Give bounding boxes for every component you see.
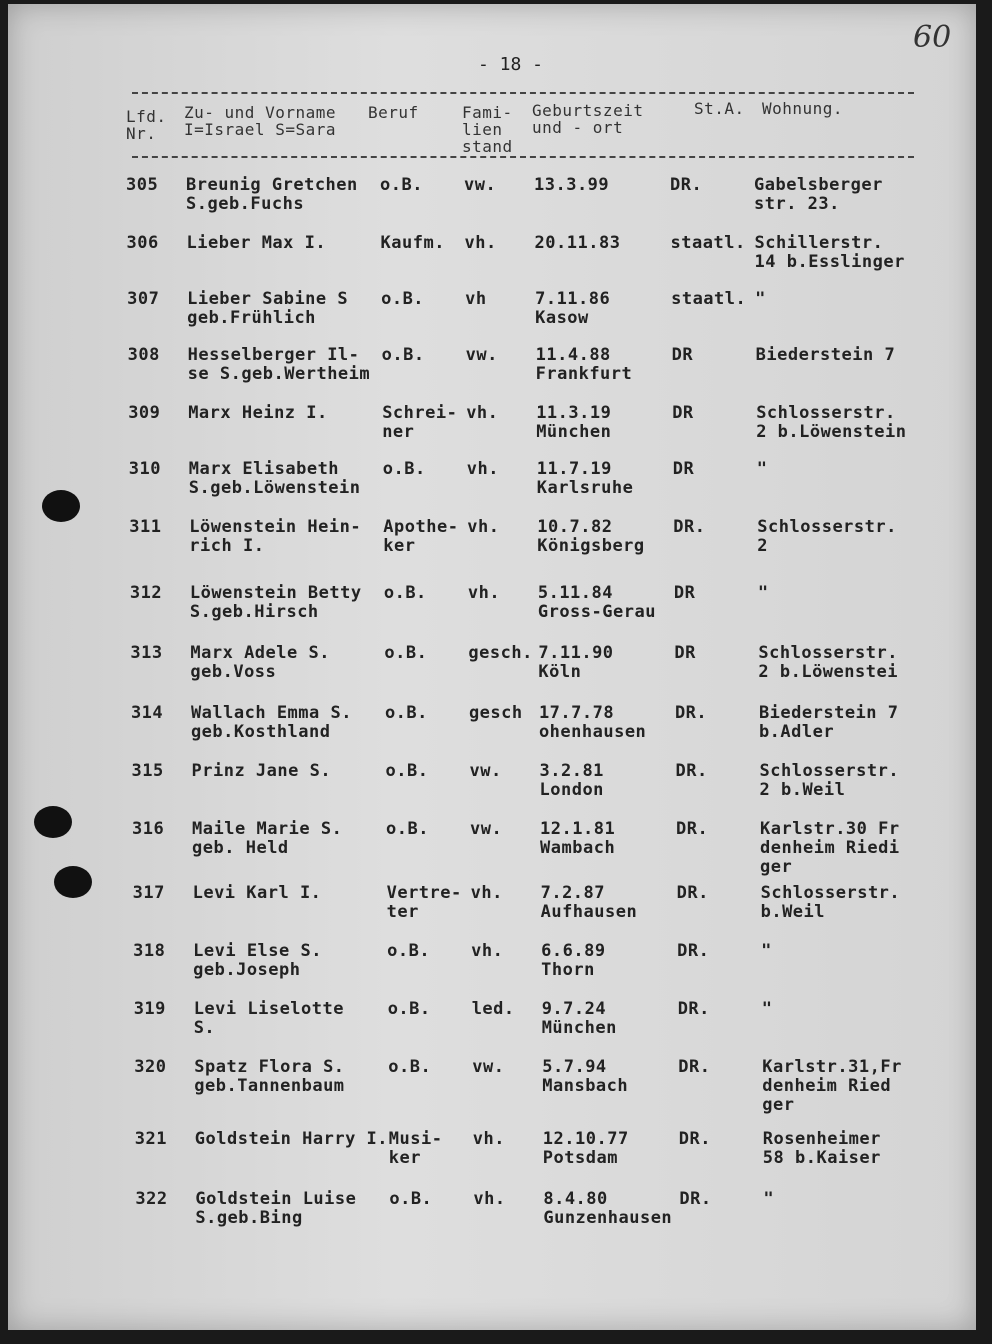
cell-name: Löwenstein Hein- rich I. bbox=[189, 517, 362, 556]
cell-sta: staatl. bbox=[670, 233, 746, 253]
cell-sta: DR. bbox=[678, 1129, 712, 1149]
cell-geburt: 12.10.77 Potsdam bbox=[542, 1129, 629, 1168]
cell-geburt: 7.11.90 Köln bbox=[538, 643, 614, 682]
cell-nr: 320 bbox=[134, 1057, 167, 1077]
cell-sta: DR. bbox=[670, 175, 703, 195]
cell-stand: vh. bbox=[467, 583, 501, 603]
cell-beruf: o.B. bbox=[389, 1189, 433, 1209]
cell-name: Marx Adele S. geb.Voss bbox=[190, 643, 330, 682]
header-beruf: Beruf bbox=[368, 103, 419, 122]
cell-sta: DR. bbox=[677, 941, 710, 961]
cell-wohnung: Biederstein 7 bbox=[755, 345, 896, 365]
cell-name: Marx Elisabeth S.geb.Löwenstein bbox=[188, 459, 361, 498]
cell-nr: 321 bbox=[134, 1129, 168, 1149]
cell-nr: 307 bbox=[127, 289, 160, 309]
cell-wohnung: Schlosserstr. 2 b.Weil bbox=[759, 761, 900, 800]
cell-stand: vh. bbox=[473, 1189, 506, 1209]
cell-name: Levi Else S. geb.Joseph bbox=[193, 941, 322, 980]
cell-sta: DR. bbox=[678, 1057, 711, 1077]
cell-nr: 315 bbox=[131, 761, 164, 781]
cell-wohnung: Schlosserstr. b.Weil bbox=[760, 883, 901, 922]
cell-sta: DR. bbox=[674, 703, 708, 723]
cell-wohnung: Karlstr.31,Fr denheim Ried ger bbox=[762, 1057, 902, 1115]
cell-stand: led. bbox=[471, 999, 515, 1019]
cell-stand: gesch bbox=[468, 703, 523, 723]
cell-name: Hesselberger Il- se S.geb.Wertheim bbox=[187, 345, 371, 384]
cell-stand: vw. bbox=[470, 819, 503, 839]
cell-nr: 317 bbox=[132, 883, 165, 903]
punch-hole-middle bbox=[34, 806, 72, 838]
cell-geburt: 10.7.82 Königsberg bbox=[537, 517, 645, 556]
cell-sta: staatl. bbox=[671, 289, 747, 309]
cell-nr: 313 bbox=[130, 643, 163, 663]
document-page bbox=[8, 4, 976, 1330]
cell-nr: 305 bbox=[126, 175, 159, 195]
cell-stand: vw. bbox=[472, 1057, 505, 1077]
cell-sta: DR. bbox=[675, 761, 708, 781]
cell-geburt: 3.2.81 London bbox=[539, 761, 604, 800]
cell-name: Goldstein Harry I. bbox=[194, 1129, 389, 1149]
cell-wohnung: " bbox=[763, 1189, 775, 1209]
cell-geburt: 7.11.86 Kasow bbox=[535, 289, 611, 328]
cell-name: Marx Heinz I. bbox=[188, 403, 328, 423]
cell-stand: vh. bbox=[472, 1129, 506, 1149]
cell-stand: vh. bbox=[466, 459, 499, 479]
cell-beruf: o.B. bbox=[381, 289, 425, 309]
cell-beruf: o.B. bbox=[385, 761, 429, 781]
cell-nr: 316 bbox=[132, 819, 165, 839]
cell-beruf: o.B. bbox=[380, 175, 423, 195]
cell-geburt: 7.2.87 Aufhausen bbox=[540, 883, 638, 922]
cell-geburt: 13.3.99 bbox=[534, 175, 610, 195]
cell-wohnung: Karlstr.30 Fr denheim Riedi ger bbox=[760, 819, 900, 877]
cell-beruf: o.B. bbox=[383, 583, 427, 603]
cell-nr: 311 bbox=[129, 517, 162, 537]
cell-sta: DR bbox=[672, 403, 694, 423]
cell-beruf: o.B. bbox=[386, 819, 429, 839]
cell-stand: vh bbox=[465, 289, 487, 309]
cell-wohnung: " bbox=[757, 583, 769, 603]
cell-sta: DR bbox=[672, 459, 695, 479]
cell-geburt: 5.7.94 Mansbach bbox=[542, 1057, 629, 1096]
cell-geburt: 12.1.81 Wambach bbox=[540, 819, 616, 858]
cell-nr: 319 bbox=[133, 999, 166, 1019]
cell-sta: DR. bbox=[673, 517, 706, 537]
cell-name: Levi Karl I. bbox=[192, 883, 322, 903]
cell-wohnung: Schlosserstr. 2 b.Löwenstei bbox=[758, 643, 898, 682]
cell-name: Levi Liselotte S. bbox=[193, 999, 344, 1038]
cell-name: Lieber Sabine S geb.Frühlich bbox=[187, 289, 349, 328]
cell-geburt: 20.11.83 bbox=[534, 233, 621, 253]
cell-nr: 314 bbox=[130, 703, 164, 723]
folio-number: 60 bbox=[913, 20, 952, 55]
cell-sta: DR bbox=[671, 345, 694, 365]
cell-stand: vh. bbox=[471, 941, 504, 961]
cell-wohnung: " bbox=[761, 941, 772, 961]
cell-stand: vw. bbox=[465, 345, 498, 365]
cell-nr: 308 bbox=[127, 345, 160, 365]
cell-name: Spatz Flora S. geb.Tannenbaum bbox=[194, 1057, 345, 1096]
cell-wohnung: Rosenheimer 58 b.Kaiser bbox=[762, 1129, 881, 1168]
cell-wohnung: " bbox=[755, 289, 766, 309]
cell-stand: vw. bbox=[469, 761, 502, 781]
cell-wohnung: Schillerstr. 14 b.Esslinger bbox=[754, 233, 905, 272]
cell-geburt: 11.3.19 München bbox=[536, 403, 612, 442]
cell-beruf: o.B. bbox=[387, 999, 431, 1019]
cell-beruf: o.B. bbox=[381, 345, 425, 365]
cell-stand: vh. bbox=[467, 517, 500, 537]
cell-geburt: 9.7.24 München bbox=[541, 999, 617, 1038]
header-sta: St.A. bbox=[694, 99, 745, 118]
header-lfd: Lfd. Nr. bbox=[126, 107, 167, 143]
cell-nr: 309 bbox=[128, 403, 161, 423]
cell-wohnung: Schlosserstr. 2 b.Löwenstein bbox=[756, 403, 907, 442]
cell-beruf: o.B. bbox=[387, 941, 431, 961]
cell-nr: 318 bbox=[133, 941, 166, 961]
page-number: - 18 - bbox=[478, 54, 544, 75]
cell-beruf: Vertre- ter bbox=[386, 883, 462, 922]
cell-nr: 312 bbox=[129, 583, 163, 603]
cell-geburt: 6.6.89 Thorn bbox=[541, 941, 606, 980]
cell-stand: gesch. bbox=[468, 643, 533, 663]
cell-name: Wallach Emma S. geb.Kosthland bbox=[190, 703, 352, 742]
cell-nr: 310 bbox=[128, 459, 161, 479]
cell-name: Maile Marie S. geb. Held bbox=[192, 819, 343, 858]
cell-geburt: 5.11.84 Gross-Gerau bbox=[537, 583, 656, 622]
cell-wohnung: " bbox=[761, 999, 773, 1019]
cell-wohnung: Schlosserstr. 2 bbox=[757, 517, 897, 556]
cell-sta: DR bbox=[673, 583, 696, 603]
punch-hole-top bbox=[42, 490, 80, 522]
cell-beruf: Schrei- ner bbox=[382, 403, 458, 442]
header-rule-top bbox=[132, 92, 914, 94]
cell-wohnung: " bbox=[756, 459, 768, 479]
punch-hole-bottom bbox=[54, 866, 92, 898]
cell-beruf: Apothe- ker bbox=[383, 517, 459, 556]
header-rule-bottom bbox=[132, 156, 914, 158]
cell-name: Löwenstein Betty S.geb.Hirsch bbox=[189, 583, 362, 622]
header-wohnung: Wohnung. bbox=[762, 99, 844, 118]
cell-geburt: 17.7.78 ohenhausen bbox=[538, 703, 647, 742]
cell-beruf: Kaufm. bbox=[380, 233, 445, 253]
cell-beruf: o.B. bbox=[384, 703, 428, 723]
cell-beruf: Musi- ker bbox=[388, 1129, 443, 1168]
header-familienstand: Fami- lien stand bbox=[462, 103, 513, 156]
cell-sta: DR. bbox=[679, 1189, 712, 1209]
cell-beruf: o.B. bbox=[384, 643, 428, 663]
cell-nr: 306 bbox=[126, 233, 159, 253]
cell-beruf: o.B. bbox=[388, 1057, 432, 1077]
header-name: Zu- und Vorname I=Israel S=Sara bbox=[184, 103, 336, 139]
cell-geburt: 8.4.80 Gunzenhausen bbox=[543, 1189, 673, 1228]
cell-stand: vh. bbox=[470, 883, 503, 903]
cell-stand: vh. bbox=[466, 403, 499, 423]
cell-wohnung: Gabelsberger str. 23. bbox=[754, 175, 883, 214]
cell-wohnung: Biederstein 7 b.Adler bbox=[758, 703, 899, 742]
cell-sta: DR. bbox=[677, 999, 710, 1019]
cell-name: Prinz Jane S. bbox=[191, 761, 332, 781]
cell-stand: vw. bbox=[464, 175, 497, 195]
cell-stand: vh. bbox=[464, 233, 497, 253]
header-geburt: Geburtszeit und - ort bbox=[532, 101, 644, 137]
cell-nr: 322 bbox=[135, 1189, 168, 1209]
cell-name: Breunig Gretchen S.geb.Fuchs bbox=[186, 175, 358, 214]
cell-sta: DR. bbox=[676, 883, 709, 903]
cell-geburt: 11.4.88 Frankfurt bbox=[535, 345, 633, 384]
cell-sta: DR. bbox=[676, 819, 709, 839]
cell-beruf: o.B. bbox=[382, 459, 426, 479]
cell-sta: DR bbox=[674, 643, 696, 663]
cell-name: Goldstein Luise S.geb.Bing bbox=[195, 1189, 357, 1228]
cell-name: Lieber Max I. bbox=[186, 233, 327, 253]
cell-geburt: 11.7.19 Karlsruhe bbox=[536, 459, 634, 498]
